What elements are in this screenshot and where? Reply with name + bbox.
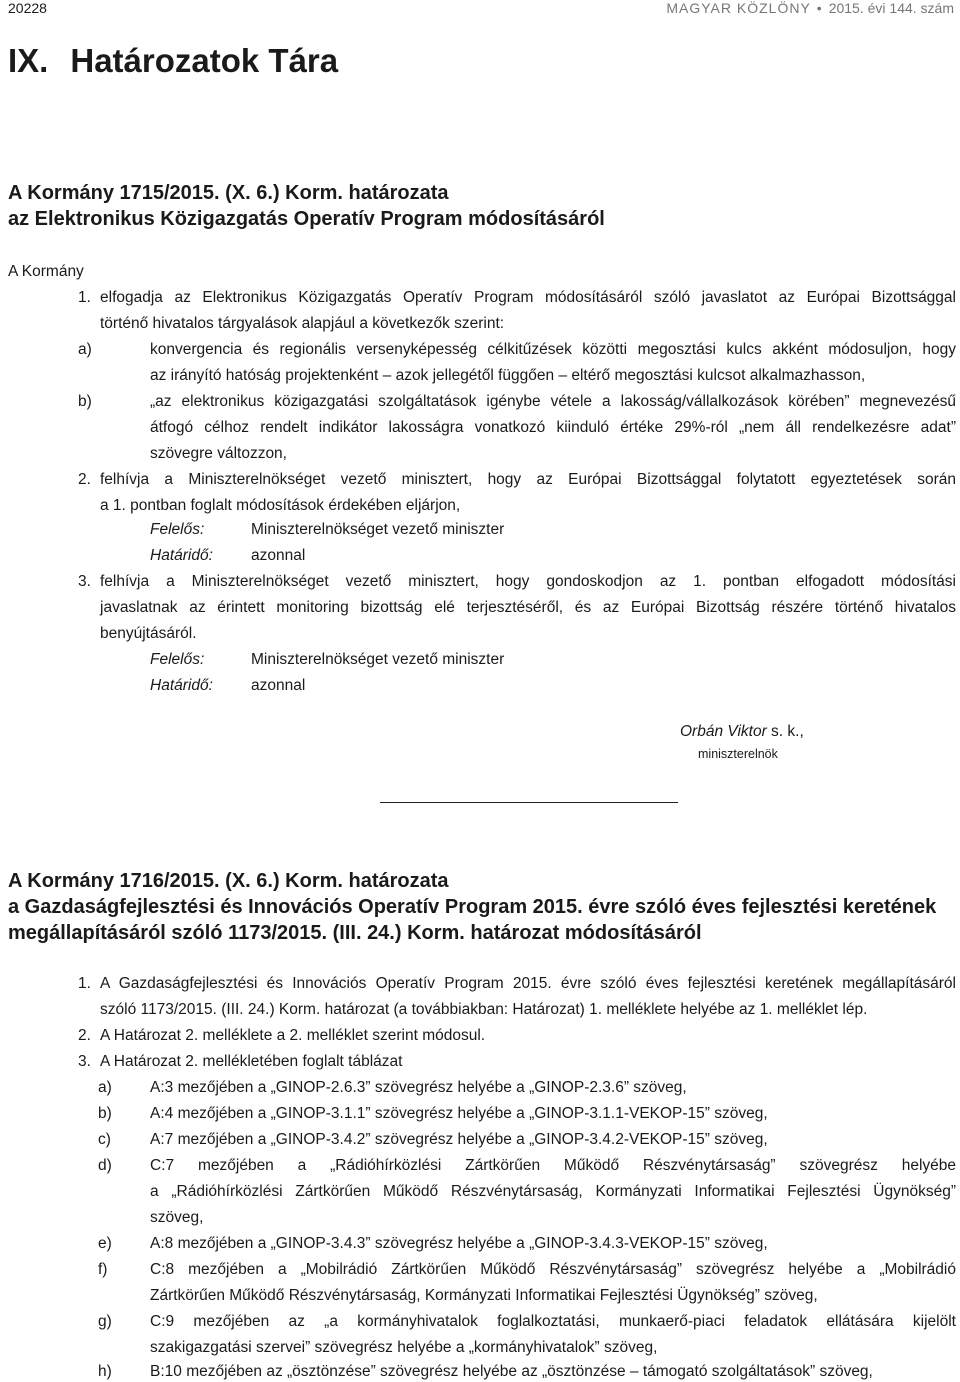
- section-number: IX.: [8, 42, 49, 79]
- resolution-1-title: A Kormány 1715/2015. (X. 6.) Korm. határozata az Elektronikus Közigazgatás Operatív Program módosításáról: [8, 182, 605, 230]
- page-number: 20228: [8, 0, 47, 16]
- item-label: a): [98, 1079, 112, 1096]
- bullet-separator: •: [816, 0, 823, 16]
- item-text: A:4 mezőjében a „GINOP-3.1.1” szövegrész helyébe a „GINOP-3.1.1-VEKOP-15” szöveg,: [150, 1105, 768, 1122]
- point-1b-label: b): [78, 393, 92, 410]
- journal-header: [666, 0, 954, 16]
- item-text: C:7 mezőjében a „Rádióhírközlési Zártkörűen Működő Részvénytársaság” szövegrész helyébe: [150, 1157, 956, 1174]
- res2-point-2-number: 2.: [78, 1027, 91, 1044]
- item-label: h): [98, 1363, 112, 1380]
- deadline-label: Határidő:: [150, 677, 213, 694]
- responsible-value: Miniszterelnökséget vezető miniszter: [251, 651, 505, 668]
- item-text: C:8 mezőjében a „Mobilrádió Zártkörűen Működő Részvénytársaság” szövegrész helyébe a „Mobilrádió: [150, 1261, 956, 1278]
- point-2-number: 2.: [78, 471, 91, 488]
- res2-point-2-text: A Határozat 2. melléklete a 2. melléklet szerint módosul.: [100, 1027, 486, 1044]
- point-2-text: felhívja a Miniszterelnökséget vezető minisztert, hogy az Európai Bizottsággal folytatott egyeztetések során: [100, 471, 956, 488]
- point-3-text: felhívja a Miniszterelnökséget vezető minisztert, hogy gondoskodjon az 1. pontban elfogadott módosítási: [100, 573, 956, 590]
- item-text: A:8 mezőjében a „GINOP-3.4.3” szövegrész helyébe a „GINOP-3.4.3-VEKOP-15” szöveg,: [150, 1235, 768, 1252]
- point-3-number: 3.: [78, 573, 91, 590]
- item-label: g): [98, 1313, 112, 1330]
- deadline-label: Határidő:: [150, 547, 213, 564]
- journal-name: MAGYAR KÖZLÖNY: [666, 0, 811, 16]
- item-label: d): [98, 1157, 112, 1174]
- res2-point-1-number: 1.: [78, 975, 91, 992]
- item-label: f): [98, 1261, 108, 1278]
- point-1b-text: „az elektronikus közigazgatási szolgáltatások igénybe vétele a lakosság/vállalkozások körében” megnevezésű: [150, 393, 956, 410]
- signature-title: miniszterelnök: [698, 747, 778, 761]
- journal-issue: 2015. évi 144. szám: [828, 0, 954, 16]
- item-label: c): [98, 1131, 111, 1148]
- signature-name: Orbán Viktor s. k.,: [680, 723, 804, 740]
- deadline-value: azonnal: [251, 547, 306, 564]
- section-name: Határozatok Tára: [70, 42, 339, 79]
- res2-point-3-number: 3.: [78, 1053, 91, 1070]
- responsible-label: Felelős:: [150, 521, 205, 538]
- deadline-value: azonnal: [251, 677, 306, 694]
- section-title: [8, 42, 338, 80]
- responsible-value: Miniszterelnökséget vezető miniszter: [251, 521, 505, 538]
- item-text: C:9 mezőjében az „a kormányhivatalok foglalkoztatási, munkaerő-piaci feladatok ellátására kijelölt: [150, 1313, 956, 1330]
- section-divider: [380, 802, 678, 803]
- item-label: b): [98, 1105, 112, 1122]
- resolution-1-intro: A Kormány: [8, 263, 84, 280]
- point-1a-text: konvergencia és regionális versenyképesség célkitűzések közötti megosztási kulcs akként módosuljon, hogy: [150, 341, 956, 358]
- res2-point-1-text: A Gazdaságfejlesztési és Innovációs Operatív Program 2015. évre szóló éves fejlesztési keretének megállapításáról: [100, 975, 956, 992]
- point-1a-label: a): [78, 341, 92, 358]
- point-1-text: elfogadja az Elektronikus Közigazgatás Operatív Program módosításáról szóló javaslatot az Európai Bizottsággal: [100, 289, 956, 306]
- item-text: B:10 mezőjében az „ösztönzése” szövegrész helyébe az „ösztönzése – támogató szolgáltatások” szöveg,: [150, 1363, 873, 1380]
- item-text: A:7 mezőjében a „GINOP-3.4.2” szövegrész helyébe a „GINOP-3.4.2-VEKOP-15” szöveg,: [150, 1131, 768, 1148]
- item-text: A:3 mezőjében a „GINOP-2.6.3” szövegrész helyébe a „GINOP-2.3.6” szöveg,: [150, 1079, 687, 1096]
- item-label: e): [98, 1235, 112, 1252]
- responsible-label: Felelős:: [150, 651, 205, 668]
- res2-point-3-text: A Határozat 2. mellékletében foglalt táblázat: [100, 1053, 403, 1070]
- resolution-2-title: A Kormány 1716/2015. (X. 6.) Korm. határozata a Gazdaságfejlesztési és Innovációs Operatív Program 2015. évre szóló éves fejlesztési keretének megállapításáról szóló 1173/2015. (III. 24.) Korm. határozat módosításáról: [8, 870, 937, 944]
- document-page: 20228 MAGYAR KÖZLÖNY • 2015. évi 144. szám IX. Határozatok Tára A Kormány 1715/2015. (X. 6.) Korm. határozata az Elektronikus Közigazgatás Operatív Program módosításáról A Kormány 1. elfogadja az Elektronikus Közigazgatás Operatív Program módosításáról szóló javaslatot az Európai Bizottsággal történő hivatalos tárgyalások alapjául a következők szerint: a) konvergencia és regionális versenyképesség célkitűzések közötti megosztási kulcs akként módosuljon, hogy az irányító hatóság projektenként – azok jellegétől függően – eltérő megosztási kulcsot alkalmazhasson, b) „az elektronikus közigazgatási szolgáltatások igénybe vétele a lakosság/vállalkozások körében” megnevezésű átfogó célhoz rendelt indikátor lakosságra vonatkozó kiinduló értéke 29%-ról „nem áll rendelkezésre adat” szövegre változzon, 2. felhívja a Miniszterelnökséget vezető minisztert, hogy az Európai Bizottsággal folytatott egyeztetések során a 1. pontban foglalt módosítások érdekében eljárjon, Felelős: Miniszterelnökséget vezető miniszter Határidő: azonnal 3. felhívja a Miniszterelnökséget vezető minisztert, hogy gondoskodjon az 1. pontban elfogadott módosítási javaslatnak az érintett monitoring bizottság elé terjesztéséről, és az Európai Bizottság részére történő hivatalos benyújtásáról. Felelős: Miniszterelnökséget vezető miniszter Határidő: azonnal Orbán Viktor s. k., miniszterelnök A Kormány 1716/2015. (X. 6.) Korm. határozata a Gazdaságfejlesztési és Innovációs Operatív Program 2015. évre szóló éves fejlesztési keretének megállapításáról szóló 1173/2015. (III. 24.) Korm. határozat módosításáról 1. A Gazdaságfejlesztési és Innovációs Operatív Program 2015. évre szóló éves fejlesztési keretének megállapításáról szóló 1173/2015. (III. 24.) Korm. határozat (a továbbiakban: Határozat) 1. melléklete helyébe az 1. melléklet lép. 2. A Határozat 2. melléklete a 2. melléklet szerint módosul. 3. A Határozat 2. mellékletében foglalt táblázat a) A:3 mezőjében a „GINOP-2.6.3” szövegrész helyébe a „GINOP-2.3.6” szöveg, b) A:4 mezőjében a „GINOP-3.1.1” szövegrész helyébe a „GINOP-3.1.1-VEKOP-15” szöveg, c) A:7 mezőjében a „GINOP-3.4.2” szövegrész helyébe a „GINOP-3.4.2-VEKOP-15” szöveg, d) C:7 mezőjében a „Rádióhírközlési Zártkörűen Működő Részvénytársaság” szövegrész helyébe a „Rádióhírközlési Zártkörűen Működő Részvénytársaság, Kormányzati Informatikai Fejlesztési Ügynökség” szöveg, e) A:8 mezőjében a „GINOP-3.4.3” szövegrész helyébe a „GINOP-3.4.3-VEKOP-15” szöveg, f) C:8 mezőjében a „Mobilrádió Zártkörűen Működő Részvénytársaság” szövegrész helyébe a „Mobilrádió Zártkörűen Működő Részvénytársaság, Kormányzati Informatikai Fejlesztési Ügynökség” szöveg, g) C:9 mezőjében az „a kormányhivatalok foglalkoztatási, munkaerő-piaci feladatok ellátására kijelölt szakigazgatási szervei” szövegrész helyébe a „kormányhivatalok” szöveg, h) B:10 mezőjében az „ösztönzése” szövegrész helyébe az „ösztönzése – támogató szolgáltatások” szöveg,: [8, 0, 956, 1380]
- point-1-number: 1.: [78, 289, 91, 306]
